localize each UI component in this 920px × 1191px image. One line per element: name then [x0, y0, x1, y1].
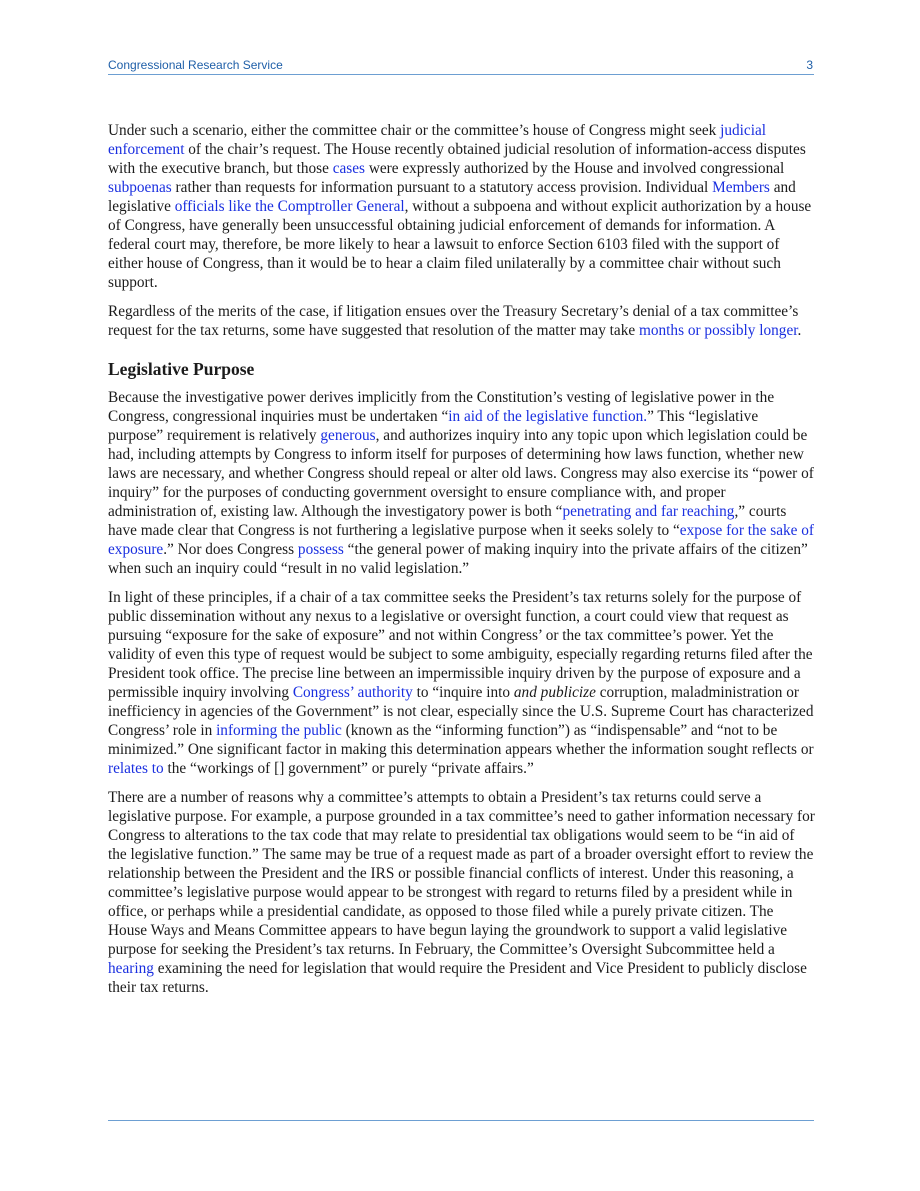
link-in-aid-of-legislative-function[interactable]: in aid of the legislative function. [448, 408, 648, 425]
page-number: 3 [806, 58, 813, 72]
paragraph-5: There are a number of reasons why a committee’s attempts to obtain a President’s tax returns could serve a legislative purpose. For example, a purpose grounded in a tax committee’s need to gather information necessary for Congress to alterations to the tax code that may relate to presidential tax obligations would seem to be “in aid of the legislative function.” The same may be true of a request made as part of a broader oversight effort to review the relationship between the President and the IRS or possible financial conflicts of interest. Under this reasoning, a committee’s legislative purpose would appear to be strongest with regard to returns filed by a president while in office, or perhaps while a presidential candidate, as opposed to those filed while a purely private citizen. The House Ways and Means Committee appears to have begun laying the groundwork to support a valid legislative purpose for seeking the President’s tax returns. In February, the Committee’s Oversight Subcommittee held a hearing examining the need for legislation that would require the President and Vice President to publicly disclose their tax returns. [108, 789, 815, 996]
link-expose-for-sake-of-exposure[interactable]: expose for the sake of exposure [108, 522, 815, 558]
paragraph-4: In light of these principles, if a chair of a tax committee seeks the President’s tax returns solely for the purpose of public dissemination without any nexus to a legislative or oversight function, a court could view that request as pursuing “exposure for the sake of exposure” and not within Congress’ or the tax committee’s power. Yet the validity of even this type of request would be subject to some ambiguity, especially regarding returns filed after the President took office. The precise line between an impermissible inquiry driven by the purpose of exposure and a permissible inquiry involving Congress’ authority to “inquire into and publicize corruption, maladministration or inefficiency in agencies of the Government” is not clear, especially since the U.S. Supreme Court has characterized Congress’ role in informing the public (known as the “informing function”) as “indispensable” and “not to be minimized.” One significant factor in making this determination appears whether the information sought reflects or relates to the “workings of [] government” or purely “private affairs.” [108, 589, 814, 777]
link-congress-authority[interactable]: Congress’ authority [292, 684, 413, 701]
link-members[interactable]: Members [712, 179, 770, 196]
link-hearing[interactable]: hearing [108, 960, 154, 977]
link-generous[interactable]: generous [320, 427, 376, 444]
link-relates-to[interactable]: relates to [108, 760, 164, 777]
link-possess[interactable]: possess [297, 541, 344, 558]
header-org: Congressional Research Service [108, 58, 283, 72]
link-cases[interactable]: cases [332, 160, 365, 177]
link-subpoenas[interactable]: subpoenas [108, 179, 172, 196]
paragraph-3: Because the investigative power derives implicitly from the Constitution’s vesting of legislative power in the Congress, congressional inquiries must be undertaken “in aid of the legislative function.” This “legislative purpose” requirement is relatively generous, and authorizes inquiry into any topic upon which legislation could be had, including attempts by Congress to inform itself for purposes of determining how laws function, whether new laws are necessary, and whether Congress should repeal or alter old laws. Congress may also exercise its “power of inquiry” for the purposes of conducting government oversight to ensure compliance with, and proper administration of, existing law. Although the investigatory power is both “penetrating and far reaching,” courts have made clear that Congress is not furthering a legislative purpose when it seeks solely to “expose for the sake of exposure.” Nor does Congress possess “the general power of making inquiry into the private affairs of the citizen” when such an inquiry could “result in no valid legislation.” [108, 389, 815, 577]
link-officials-comptroller-general[interactable]: officials like the Comptroller General [174, 198, 405, 215]
paragraph-1: Under such a scenario, either the committee chair or the committee’s house of Congress might seek judicial enforcement of the chair’s request. The House recently obtained judicial resolution of information-access disputes with the executive branch, but those cases were expressly authorized by the House and involved congressional subpoenas rather than requests for information pursuant to a statutory access provision. Individual Members and legislative officials like the Comptroller General, without a subpoena and without explicit authorization by a house of Congress, have generally been unsuccessful obtaining judicial enforcement of demands for information. A federal court may, therefore, be more likely to hear a lawsuit to enforce Section 6103 filed with the support of either house of Congress, than it would be to hear a claim filed unilaterally by a committee chair without such support. [108, 122, 812, 291]
link-penetrating-and-far-reaching[interactable]: penetrating and far reaching [562, 503, 735, 520]
link-informing-the-public[interactable]: informing the public [216, 722, 342, 739]
link-judicial-enforcement[interactable]: judicial enforcement [108, 122, 767, 158]
section-heading: Legislative Purpose [108, 359, 255, 379]
emphasis-and-publicize: and publicize [513, 684, 596, 701]
paragraph-2: Regardless of the merits of the case, if litigation ensues over the Treasury Secretary’s denial of a tax committee’s request for the tax returns, some have suggested that resolution of the matter may take months or possibly longer. [108, 303, 802, 339]
page-header [108, 58, 813, 74]
document-body [108, 121, 816, 1007]
footer-rule [108, 1120, 814, 1121]
header-rule [108, 74, 814, 75]
link-months-or-possibly-longer[interactable]: months or possibly longer [638, 322, 798, 339]
